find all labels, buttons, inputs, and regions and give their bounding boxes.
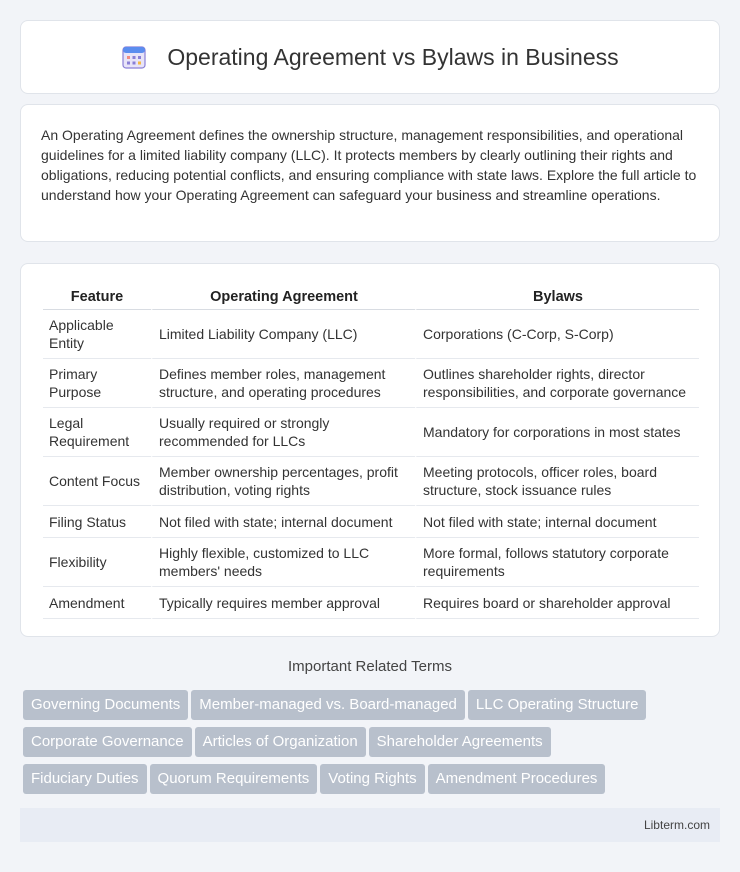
operating-agreement-cell: Highly flexible, customized to LLC members' needs [151,538,415,587]
related-terms-title: Important Related Terms [288,658,452,675]
feature-cell: Primary Purpose [43,359,151,408]
bylaws-cell: Outlines shareholder rights, director responsibilities, and corporate governance [415,359,699,408]
feature-cell: Filing Status [43,506,151,538]
intro-text: An Operating Agreement defines the ownership structure, management responsibilities, and operational guidelines for a limited liability company (LLC). It protects members by clearly outlining their rights and obligations, reducing potential conflicts, and ensuring compliance with state laws. Explore the full article to understand how your Operating Agreement can safeguard your business and streamline operations. [41,127,697,203]
footer-site-link[interactable]: Libterm.com [643,818,710,832]
related-term-tag[interactable]: Fiduciary Duties [23,764,147,794]
feature-cell: Amendment [43,587,151,619]
related-term-tag[interactable]: Amendment Procedures [428,764,606,794]
related-term-tag[interactable]: Corporate Governance [23,727,192,757]
operating-agreement-cell: Limited Liability Company (LLC) [151,310,415,359]
feature-cell: Legal Requirement [43,408,151,457]
table-row [43,310,699,359]
header-bylaws: Bylaws [415,284,699,310]
operating-agreement-cell: Defines member roles, management structure, and operating procedures [151,359,415,408]
related-terms-list [23,690,723,801]
related-term-tag[interactable]: Member-managed vs. Board-managed [191,690,465,720]
operating-agreement-cell: Member ownership percentages, profit distribution, voting rights [151,457,415,506]
related-term-tag[interactable]: LLC Operating Structure [468,690,647,720]
table-row [43,587,699,619]
intro-card [20,104,720,242]
related-term-tag[interactable]: Voting Rights [320,764,424,794]
related-term-tag[interactable]: Shareholder Agreements [369,727,551,757]
table-row [43,506,699,538]
related-term-tag[interactable]: Governing Documents [23,690,188,720]
comparison-table [43,284,699,619]
bylaws-cell: Mandatory for corporations in most states [415,408,699,457]
feature-cell: Applicable Entity [43,310,151,359]
table-row [43,359,699,408]
bylaws-cell: Not filed with state; internal document [415,506,699,538]
bylaws-cell: Corporations (C-Corp, S-Corp) [415,310,699,359]
operating-agreement-cell: Usually required or strongly recommended for LLCs [151,408,415,457]
table-row [43,408,699,457]
bylaws-cell: Requires board or shareholder approval [415,587,699,619]
feature-cell: Content Focus [43,457,151,506]
page-title: Operating Agreement vs Bylaws in Business [167,43,619,70]
footer [20,808,720,842]
header-card [20,20,720,94]
comparison-card [20,263,720,637]
header-operating-agreement: Operating Agreement [151,284,415,310]
operating-agreement-cell: Typically requires member approval [151,587,415,619]
table-row [43,457,699,506]
header-feature: Feature [43,284,151,310]
table-row [43,538,699,587]
related-term-tag[interactable]: Quorum Requirements [150,764,318,794]
bylaws-cell: Meeting protocols, officer roles, board structure, stock issuance rules [415,457,699,506]
feature-cell: Flexibility [43,538,151,587]
bylaws-cell: More formal, follows statutory corporate requirements [415,538,699,587]
operating-agreement-cell: Not filed with state; internal document [151,506,415,538]
related-term-tag[interactable]: Articles of Organization [195,727,366,757]
calendar-icon [121,44,147,70]
